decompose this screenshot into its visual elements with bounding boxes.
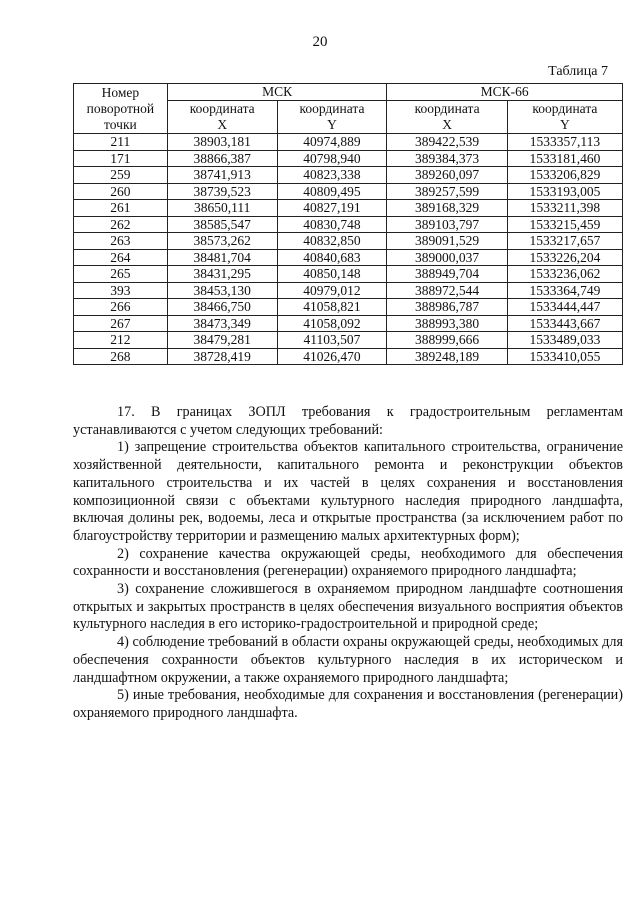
- cell-msk-x: 38741,913: [167, 167, 277, 184]
- header-point-number: [74, 84, 168, 134]
- cell-point-number: 259: [74, 167, 168, 184]
- section-paragraph: 17. В границах ЗОПЛ требования к градостроительным регламентам устанавливаются с учетом следующих требований:: [73, 404, 623, 438]
- cell-msk66-x: 389257,599: [387, 183, 507, 200]
- cell-msk-x: 38585,547: [167, 216, 277, 233]
- header-group-msk: МСК: [167, 84, 387, 101]
- list-item-paragraph: 3) сохранение сложившегося в охраняемом природном ландшафте соотношения открытых и закрытых пространств в целях обеспечения визуального восприятия объектов культурного наследия в его историко-градостроительной и природной среде;: [73, 581, 623, 633]
- header-point-line-3: точки: [104, 116, 137, 132]
- cell-msk-y: 40823,338: [277, 167, 387, 184]
- cell-msk66-y: 1533489,033: [507, 332, 622, 349]
- header-axis: Y: [327, 117, 337, 132]
- cell-msk-x: 38431,295: [167, 266, 277, 283]
- header-msk66-y: [507, 101, 622, 134]
- cell-msk-x: 38473,349: [167, 315, 277, 332]
- header-label: координата: [414, 101, 480, 116]
- cell-msk66-x: 389000,037: [387, 249, 507, 266]
- table-row: [74, 315, 623, 332]
- cell-msk66-x: 389168,329: [387, 200, 507, 217]
- header-axis: X: [442, 117, 452, 132]
- cell-msk-x: 38866,387: [167, 150, 277, 167]
- cell-msk-y: 40809,495: [277, 183, 387, 200]
- cell-msk-y: 40974,889: [277, 134, 387, 151]
- cell-msk-x: 38739,523: [167, 183, 277, 200]
- header-group-msk66: МСК-66: [387, 84, 623, 101]
- cell-msk-x: 38903,181: [167, 134, 277, 151]
- body-text: [73, 404, 623, 723]
- cell-msk66-x: 388986,787: [387, 299, 507, 316]
- cell-msk-x: 38481,704: [167, 249, 277, 266]
- cell-msk66-x: 389091,529: [387, 233, 507, 250]
- cell-msk66-y: 1533181,460: [507, 150, 622, 167]
- cell-msk66-x: 388999,666: [387, 332, 507, 349]
- header-axis: X: [217, 117, 228, 132]
- cell-msk66-x: 389422,539: [387, 134, 507, 151]
- table-caption: Таблица 7: [548, 64, 608, 79]
- page-number: 20: [312, 34, 328, 50]
- cell-msk66-x: 389248,189: [387, 348, 507, 365]
- cell-msk66-x: 388972,544: [387, 282, 507, 299]
- header-label: координата: [299, 101, 365, 116]
- cell-point-number: 266: [74, 299, 168, 316]
- cell-msk-x: 38573,262: [167, 233, 277, 250]
- table-row: [74, 299, 623, 316]
- cell-msk66-y: 1533236,062: [507, 266, 622, 283]
- table-body: [74, 134, 623, 365]
- cell-msk-y: 41058,821: [277, 299, 387, 316]
- cell-point-number: 212: [74, 332, 168, 349]
- cell-point-number: 171: [74, 150, 168, 167]
- cell-msk66-y: 1533217,657: [507, 233, 622, 250]
- cell-msk-x: 38728,419: [167, 348, 277, 365]
- header-label: координата: [189, 101, 255, 116]
- cell-msk-y: 40850,148: [277, 266, 387, 283]
- cell-point-number: 393: [74, 282, 168, 299]
- table-row: [74, 183, 623, 200]
- cell-msk66-y: 1533193,005: [507, 183, 622, 200]
- cell-msk-y: 40840,683: [277, 249, 387, 266]
- cell-msk66-y: 1533410,055: [507, 348, 622, 365]
- coordinates-table: [73, 83, 623, 365]
- list-item-paragraph: 5) иные требования, необходимые для сохранения и восстановления (регенерации) охраняемого природного ландшафта.: [73, 687, 623, 721]
- cell-msk66-x: 389260,097: [387, 167, 507, 184]
- cell-msk-y: 40830,748: [277, 216, 387, 233]
- table-header-row-1: [74, 84, 623, 101]
- cell-msk66-x: 389103,797: [387, 216, 507, 233]
- cell-msk66-y: 1533364,749: [507, 282, 622, 299]
- table-row: [74, 233, 623, 250]
- cell-msk-y: 41103,507: [277, 332, 387, 349]
- cell-point-number: 262: [74, 216, 168, 233]
- header-msk-y: [277, 101, 387, 134]
- cell-point-number: 260: [74, 183, 168, 200]
- cell-msk-x: 38650,111: [167, 200, 277, 217]
- table-row: [74, 200, 623, 217]
- cell-point-number: 268: [74, 348, 168, 365]
- table-row: [74, 150, 623, 167]
- cell-msk66-y: 1533443,667: [507, 315, 622, 332]
- cell-msk66-x: 388993,380: [387, 315, 507, 332]
- table-row: [74, 282, 623, 299]
- cell-msk-y: 41058,092: [277, 315, 387, 332]
- cell-msk-y: 40832,850: [277, 233, 387, 250]
- cell-point-number: 267: [74, 315, 168, 332]
- cell-msk-y: 40827,191: [277, 200, 387, 217]
- cell-msk66-y: 1533215,459: [507, 216, 622, 233]
- cell-point-number: 263: [74, 233, 168, 250]
- cell-msk-y: 40979,012: [277, 282, 387, 299]
- table-row: [74, 348, 623, 365]
- cell-msk66-y: 1533226,204: [507, 249, 622, 266]
- cell-point-number: 265: [74, 266, 168, 283]
- list-item-paragraph: 2) сохранение качества окружающей среды, необходимого для обеспечения сохранности и восстановления (регенерации) охраняемого природного ландшафта;: [73, 545, 623, 580]
- table-row: [74, 249, 623, 266]
- cell-msk66-y: 1533206,829: [507, 167, 622, 184]
- table-row: [74, 266, 623, 283]
- table-row: [74, 216, 623, 233]
- table-row: [74, 167, 623, 184]
- table-row: [74, 134, 623, 151]
- cell-point-number: 264: [74, 249, 168, 266]
- cell-msk-y: 40798,940: [277, 150, 387, 167]
- cell-msk66-y: 1533444,447: [507, 299, 622, 316]
- table-row: [74, 332, 623, 349]
- header-msk66-x: [387, 101, 507, 134]
- cell-msk-x: 38453,130: [167, 282, 277, 299]
- cell-msk-y: 41026,470: [277, 348, 387, 365]
- cell-msk66-x: 388949,704: [387, 266, 507, 283]
- cell-point-number: 211: [74, 134, 168, 151]
- cell-msk66-y: 1533211,398: [507, 200, 622, 217]
- header-point-line-2: поворотной: [86, 100, 155, 116]
- header-label: координата: [532, 101, 598, 116]
- cell-msk-x: 38466,750: [167, 299, 277, 316]
- header-point-line-1: Номер: [101, 84, 140, 100]
- cell-msk66-y: 1533357,113: [507, 134, 622, 151]
- cell-point-number: 261: [74, 200, 168, 217]
- list-item-paragraph: 4) соблюдение требований в области охраны окружающей среды, необходимых для обеспечения сохранности объектов культурного наследия в их историческом и ландшафтном окружении, а также охраняемого природного ландшафта;: [73, 634, 623, 686]
- cell-msk66-x: 389384,373: [387, 150, 507, 167]
- cell-msk-x: 38479,281: [167, 332, 277, 349]
- header-msk-x: [167, 101, 277, 134]
- header-axis: Y: [560, 117, 570, 132]
- list-item-paragraph: 1) запрещение строительства объектов капитального строительства, ограничение хозяйственной деятельности, капитального ремонта и реконструкции объектов капитального строительства и их частей в целях сохранения и восстановления композиционной связи с объектами культурного наследия природного ландшафта, включая долины рек, водоемы, леса и открытые пространства (за исключением работ по благоустройству территории и размещению малых архитектурных форм);: [73, 439, 623, 544]
